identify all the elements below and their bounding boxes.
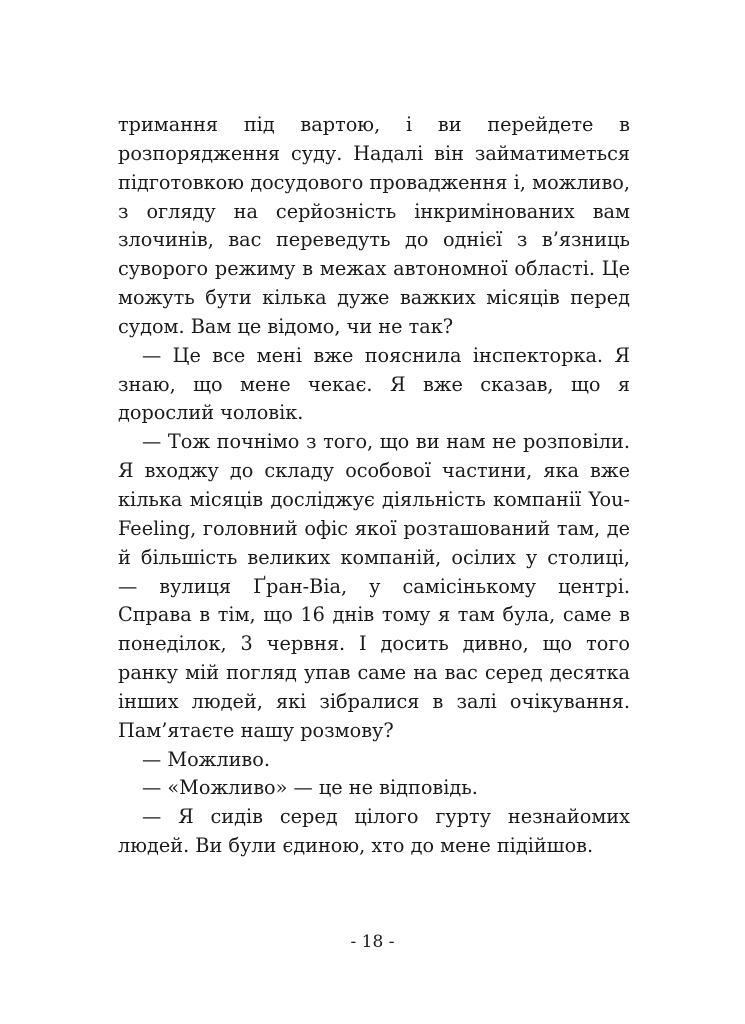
dialogue-paragraph: — Тож почнімо з того, що ви нам не розповіли. Я входжу до складу особової частини, яка вже кілька місяців досліджує діяльність компанії You-Feeling, головний офіс якої розташований там, де й більшість великих компаній, осілих у столиці, — вулиця Ґран-Віа, у самісінькому центрі. Справа в тім, що 16 днів тому я там була, саме в понеділок, 3 червня. І досить дивно, що того ранку мій погляд упав саме на вас серед десятка інших людей, які зібралися в залі очікування. Пам’ятаєте нашу розмову? — [118, 430, 630, 742]
dialogue-paragraph: — «Можливо» — це не відповідь. — [142, 776, 478, 800]
dialogue-paragraph: — Я сидів серед цілого гурту незнайомих людей. Ви були єдиною, хто до мене підійшов. — [118, 805, 630, 858]
dialogue-paragraph: — Можливо. — [142, 747, 270, 771]
body-text — [118, 111, 630, 861]
paragraph-continuation: тримання під вартою, і ви перейдете в розпорядження суду. Надалі він займатиметься підготовкою досудового провадження і, можливо, з огляду на серйозність інкримінованих вам злочинів, вас переведуть до однієї з в’язниць суворого режиму в межах автономної області. Це можуть бути кілька дуже важких місяців перед судом. Вам це відомо, чи не так? — [118, 113, 630, 338]
page-number: - 18 - — [350, 932, 395, 952]
dialogue-paragraph: — Це все мені вже пояснила інспекторка. Я знаю, що мене чекає. Я вже сказав, що я дорослий чоловік. — [118, 343, 630, 425]
